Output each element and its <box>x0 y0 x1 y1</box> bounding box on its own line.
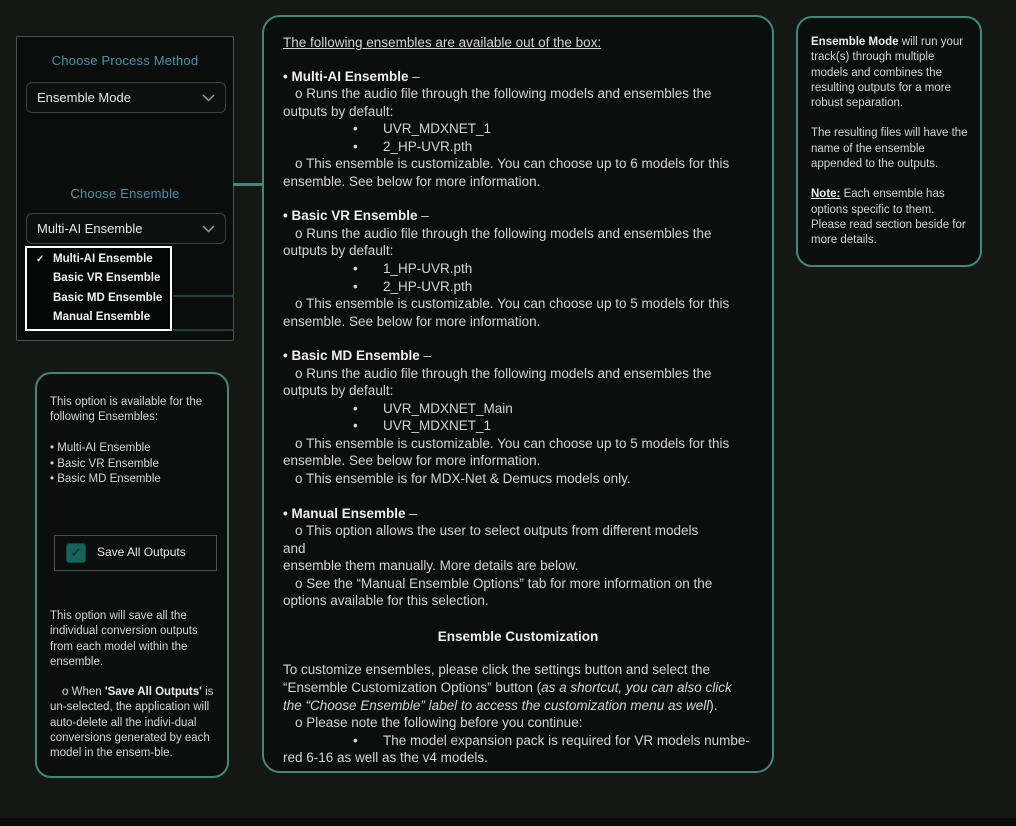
section-text: o This ensemble is customizable. You can choose up to 5 models for this ensemble. See below for more information. <box>283 435 730 469</box>
process-method-panel <box>16 36 234 341</box>
process-method-label: Choose Process Method <box>51 53 199 68</box>
section-basic-vr <box>283 207 753 330</box>
save-panel-note: o When 'Save All Outputs' is un-selected, the application will auto-delete all the indivi-dual conversions generated by each model in the ensem-ble. <box>50 686 214 760</box>
model-item: • 2_HP-UVR.pth <box>353 278 473 294</box>
info-note: Note: Each ensemble has options specific to them. Please read section beside for more details. <box>811 188 966 247</box>
ensemble-select-value: Multi-AI Ensemble <box>37 221 143 236</box>
section-text: o This ensemble is customizable. You can choose up to 5 models for this ensemble. See below for more information. <box>283 296 730 329</box>
bullet-icon: • <box>353 138 358 154</box>
docs-title: The following ensembles are available out of the box: <box>283 35 602 50</box>
menu-item-label: Manual Ensemble <box>53 310 151 323</box>
panel-divider <box>173 295 234 297</box>
model-item: • UVR_MDXNET_1 <box>353 418 492 434</box>
check-icon: ✓ <box>70 545 82 561</box>
bullet-icon: • <box>353 121 358 137</box>
section-text: o Runs the audio file through the following models and ensembles the outputs by default: <box>283 365 712 399</box>
menu-item-manual-ensemble[interactable] <box>27 308 170 327</box>
save-all-outputs-label: Save All Outputs <box>97 545 186 560</box>
section-heading: • Manual Ensemble – <box>283 505 417 521</box>
save-panel-intro: This option is available for the following Ensembles: <box>50 396 203 424</box>
choose-ensemble-label[interactable]: Choose Ensemble <box>70 186 180 201</box>
section-text: o Runs the audio file through the following models and ensembles the outputs by default: <box>283 225 712 259</box>
bullet-icon: • <box>353 732 358 748</box>
menu-item-label: Multi-AI Ensemble <box>53 253 153 266</box>
menu-item-multi-ai-ensemble[interactable] <box>27 250 170 269</box>
section-manual <box>283 505 753 610</box>
save-panel-description: This option will save all the individual conversion outputs from each model within the ensemble. <box>50 610 198 668</box>
section-heading: • Multi-AI Ensemble – <box>283 68 420 84</box>
list-item: • Basic MD Ensemble <box>50 472 215 488</box>
model-item: • UVR_MDXNET_Main <box>353 400 513 416</box>
process-method-value: Ensemble Mode <box>37 90 131 105</box>
section-text: o This ensemble is customizable. You can choose up to 6 models for this ensemble. See below for more information. <box>283 156 730 189</box>
model-item: • 1_HP-UVR.pth <box>353 261 473 277</box>
section-text: o Runs the audio file through the following models and ensembles the outputs by default: <box>283 86 712 119</box>
bullet-icon: • <box>353 261 358 277</box>
section-text: o See the “Manual Ensemble Options” tab for more information on the options available for this selection. <box>283 575 713 609</box>
ensemble-list <box>50 441 215 488</box>
ensemble-mode-info-panel <box>796 16 982 267</box>
bullet-icon: • <box>353 418 358 434</box>
model-item: • UVR_MDXNET_1 <box>353 121 492 137</box>
customization-heading: Ensemble Customization <box>437 628 599 644</box>
section-text: o Please note the following before you continue: <box>295 715 583 731</box>
model-item: • 2_HP-UVR.pth <box>353 138 473 154</box>
info-paragraph: Ensemble Mode will run your track(s) through multiple models and combines the resulting outputs for a more robust separation. <box>811 36 964 110</box>
save-all-outputs-checkbox[interactable] <box>66 543 86 563</box>
panel-divider <box>173 329 234 331</box>
ensemble-select[interactable] <box>26 213 226 244</box>
info-paragraph: The resulting files will have the name of the ensemble appended to the outputs. <box>811 127 968 170</box>
process-method-select[interactable] <box>26 82 226 113</box>
menu-item-basic-md-ensemble[interactable] <box>27 289 170 308</box>
chevron-down-icon <box>202 225 215 233</box>
section-text: o This option allows the user to select outputs from different models <box>295 523 699 539</box>
section-text: o This ensemble is for MDX-Net & Demucs models only. <box>295 471 631 487</box>
list-item: • Multi-AI Ensemble <box>50 441 215 457</box>
ensemble-docs-panel <box>262 15 774 773</box>
bullet-icon: • <box>353 400 358 416</box>
ensemble-dropdown-menu <box>25 246 172 331</box>
section-heading: • Basic MD Ensemble – <box>283 348 432 364</box>
section-text: • The model expansion pack is required for VR models numbe- <box>353 732 750 748</box>
section-heading: • Basic VR Ensemble – <box>283 208 429 224</box>
section-text: To customize ensembles, please click the settings button and select the “Ensemble Customization Options” button (as a shortcut, you can also click the “Choose Ensemble” label to access the customization menu as well). <box>283 662 732 713</box>
section-customization <box>283 661 753 766</box>
section-basic-md <box>283 347 753 487</box>
section-text: red 6-16 as well as the v4 models. <box>283 750 488 766</box>
save-outputs-info-panel <box>35 372 229 778</box>
list-item: • Basic VR Ensemble <box>50 457 215 473</box>
panel-connector-line <box>233 183 263 186</box>
section-text: ensemble them manually. More details are below. <box>283 558 579 574</box>
check-icon: ✓ <box>36 254 45 266</box>
bottom-strip <box>0 818 1016 826</box>
menu-item-basic-vr-ensemble[interactable] <box>27 269 170 288</box>
save-all-outputs-control[interactable] <box>54 535 217 571</box>
menu-item-label: Basic VR Ensemble <box>53 272 161 285</box>
menu-item-label: Basic MD Ensemble <box>53 291 163 304</box>
chevron-down-icon <box>202 94 215 102</box>
bullet-icon: • <box>353 278 358 294</box>
section-multi-ai <box>283 68 753 191</box>
section-text: and <box>283 540 306 556</box>
